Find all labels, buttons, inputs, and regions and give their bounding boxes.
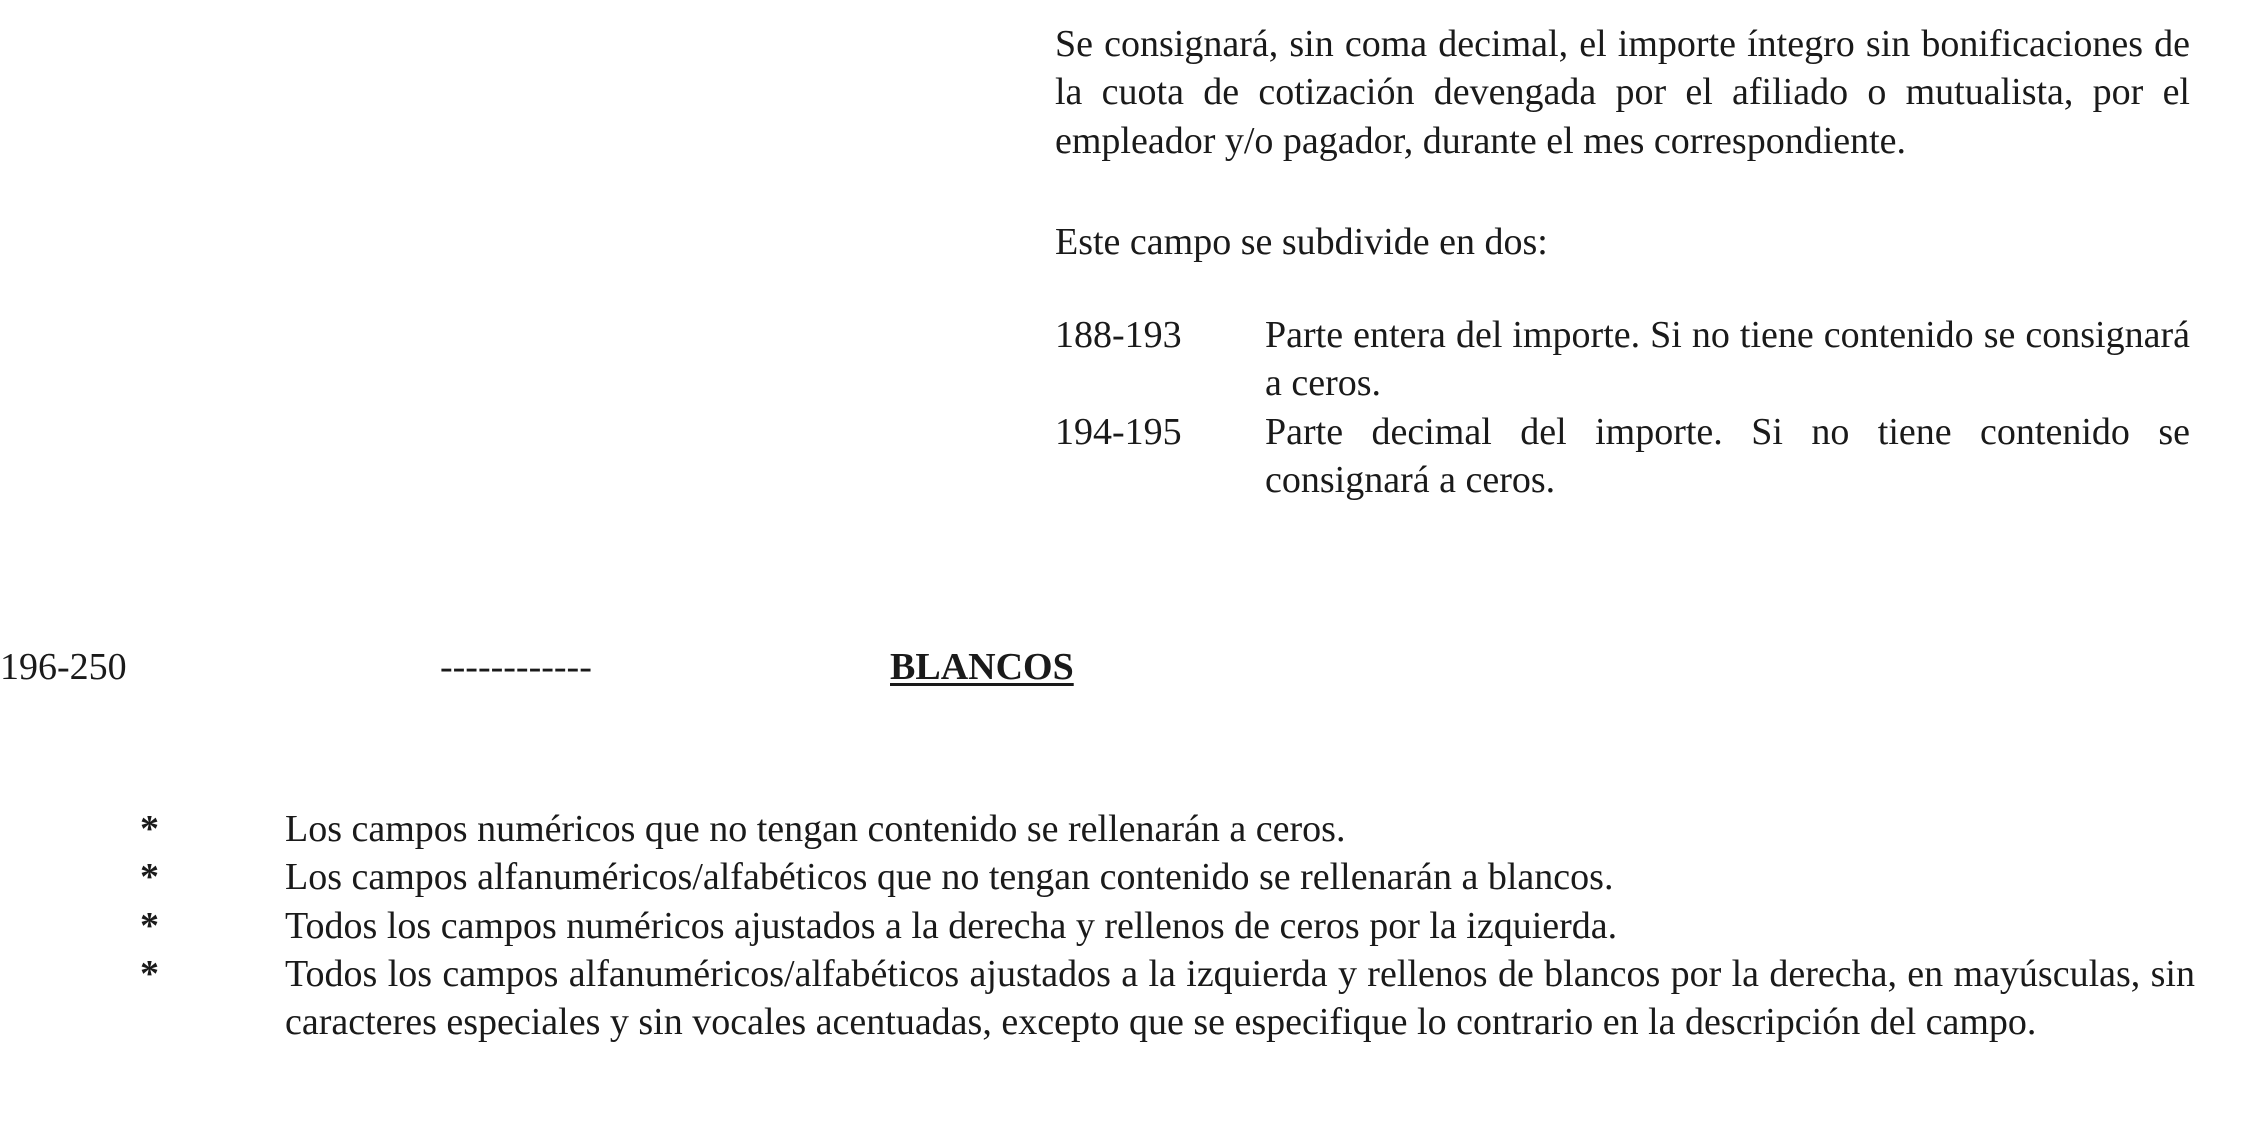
note-item	[140, 902, 2195, 950]
asterisk-bullet-icon: *	[140, 808, 159, 850]
note-text: Todos los campos alfanuméricos/alfabéticos ajustados a la izquierda y rellenos de blancos por la derecha, en mayúsculas, sin caracteres especiales y sin vocales acentuadas, excepto que se especifique lo contrario en la descripción del campo.	[285, 952, 2195, 1043]
note-item	[140, 805, 2195, 853]
field-name-heading: BLANCOS	[890, 646, 1074, 688]
note-item	[140, 853, 2195, 901]
subfield-item	[1055, 311, 2190, 408]
subfield-list	[1055, 311, 2190, 504]
field-position-code: 196-250	[0, 646, 127, 688]
subdivision-intro: Este campo se subdivide en dos:	[1055, 220, 1548, 263]
field-row-blancos	[0, 643, 2243, 693]
note-text: Todos los campos numéricos ajustados a la derecha y rellenos de ceros por la izquierda.	[285, 904, 1618, 947]
field-description	[1055, 20, 2190, 504]
description-paragraph: Se consignará, sin coma decimal, el importe íntegro sin bonificaciones de la cuota de cotización devengada por el afiliado o mutualista, por el empleador y/o pagador, durante el mes correspondiente.	[1055, 23, 2190, 162]
note-item	[140, 950, 2195, 1047]
subfield-item	[1055, 408, 2190, 505]
notes-list	[140, 805, 2195, 1046]
asterisk-bullet-icon: *	[140, 856, 159, 899]
note-text: Los campos numéricos que no tengan contenido se rellenarán a ceros.	[285, 808, 1346, 850]
subfield-code: 194-195	[1055, 410, 1182, 453]
asterisk-bullet-icon: *	[140, 904, 159, 947]
subfield-text: Parte entera del importe. Si no tiene contenido se consignará a ceros.	[1265, 314, 2190, 405]
field-dashes: ------------	[440, 646, 592, 688]
asterisk-bullet-icon: *	[140, 952, 159, 995]
note-text: Los campos alfanuméricos/alfabéticos que no tengan contenido se rellenarán a blancos.	[285, 856, 1614, 899]
subfield-code: 188-193	[1055, 314, 1182, 356]
subfield-text: Parte decimal del importe. Si no tiene contenido se consignará a ceros.	[1265, 410, 2190, 501]
